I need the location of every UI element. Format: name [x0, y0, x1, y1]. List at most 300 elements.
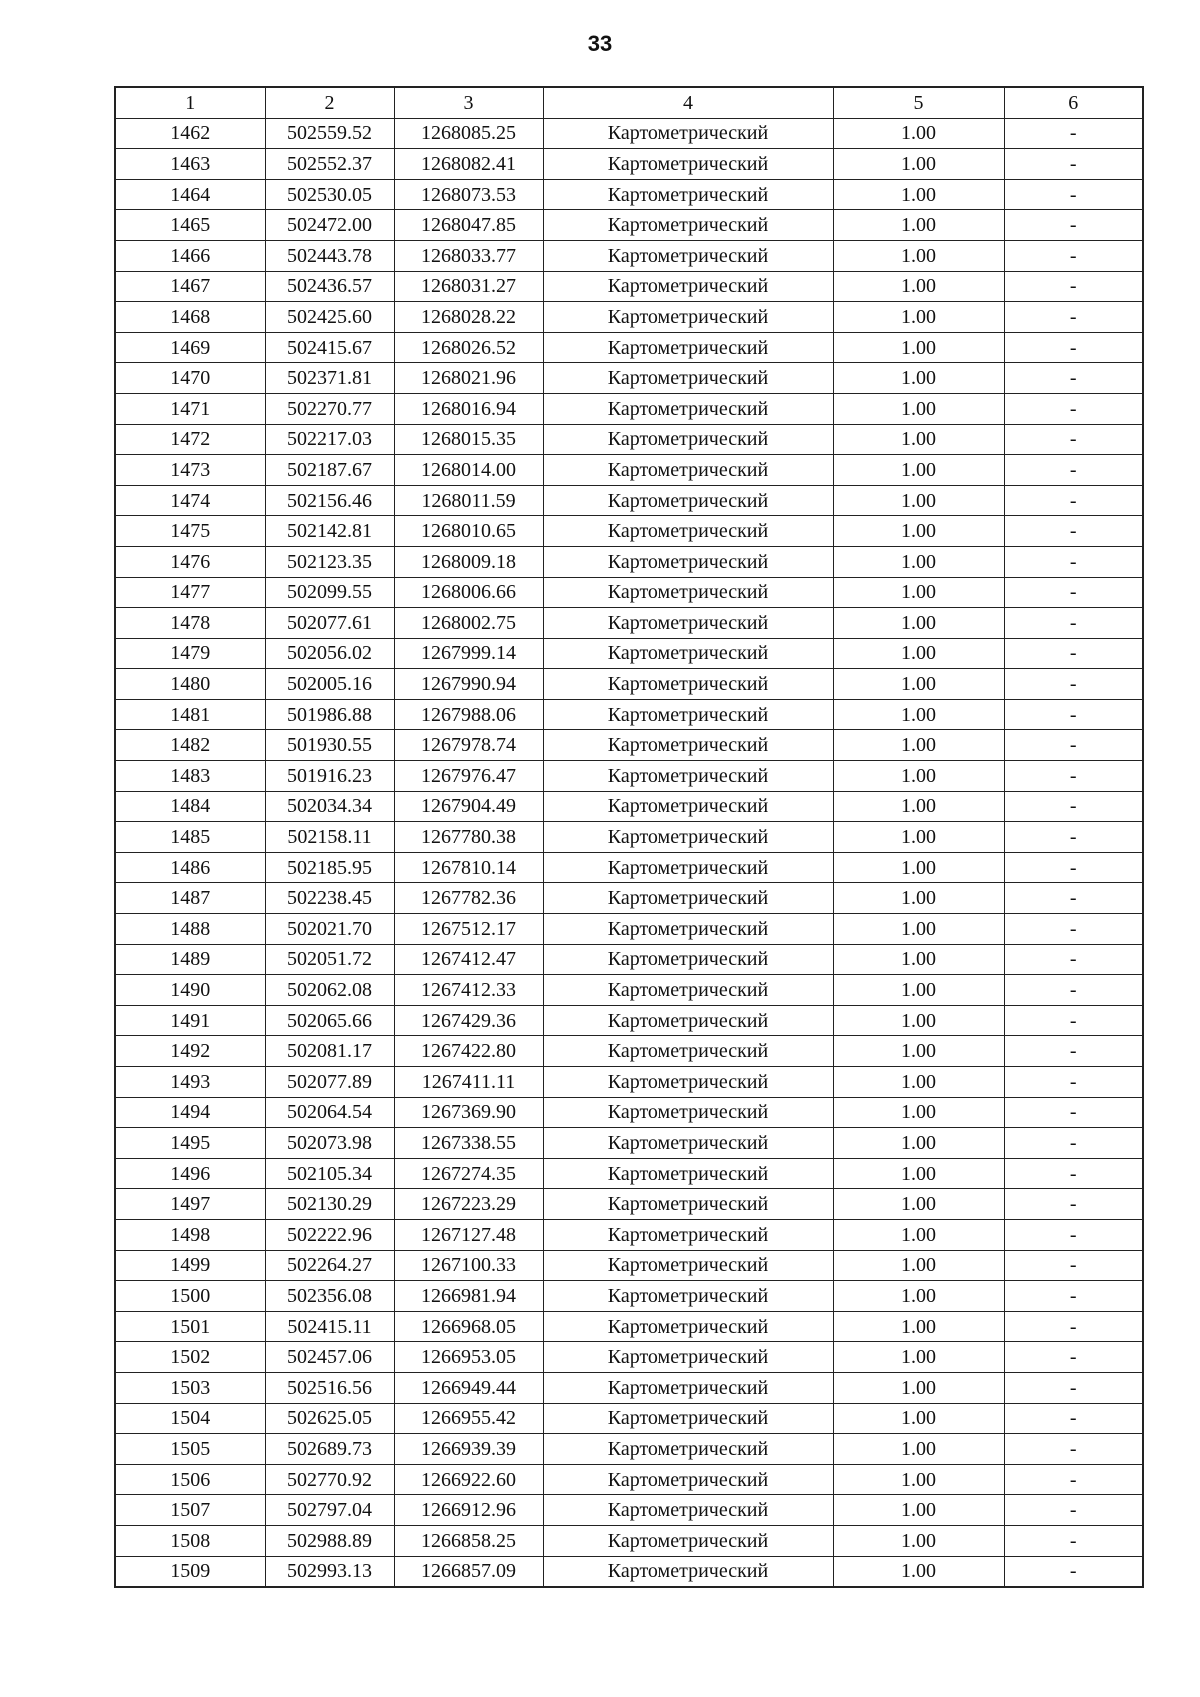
- accuracy-cell: 1.00: [833, 852, 1004, 883]
- method-cell: Картометрический: [543, 424, 833, 455]
- x-coordinate-cell: 502073.98: [265, 1128, 394, 1159]
- note-cell: -: [1004, 1434, 1143, 1465]
- y-coordinate-cell: 1268026.52: [394, 332, 543, 363]
- accuracy-cell: 1.00: [833, 1005, 1004, 1036]
- y-coordinate-cell: 1266912.96: [394, 1495, 543, 1526]
- x-coordinate-cell: 501916.23: [265, 761, 394, 792]
- point-number-cell: 1473: [115, 455, 265, 486]
- x-coordinate-cell: 502187.67: [265, 455, 394, 486]
- accuracy-cell: 1.00: [833, 1219, 1004, 1250]
- point-number-cell: 1481: [115, 699, 265, 730]
- y-coordinate-cell: 1268010.65: [394, 516, 543, 547]
- column-header-4: 4: [543, 87, 833, 118]
- table-row: [115, 516, 1143, 547]
- y-coordinate-cell: 1268033.77: [394, 240, 543, 271]
- note-cell: -: [1004, 669, 1143, 700]
- accuracy-cell: 1.00: [833, 516, 1004, 547]
- point-number-cell: 1499: [115, 1250, 265, 1281]
- point-number-cell: 1501: [115, 1311, 265, 1342]
- column-header-6: 6: [1004, 87, 1143, 118]
- note-cell: -: [1004, 883, 1143, 914]
- accuracy-cell: 1.00: [833, 332, 1004, 363]
- method-cell: Картометрический: [543, 271, 833, 302]
- x-coordinate-cell: 502270.77: [265, 393, 394, 424]
- x-coordinate-cell: 502081.17: [265, 1036, 394, 1067]
- x-coordinate-cell: 502770.92: [265, 1464, 394, 1495]
- note-cell: -: [1004, 1342, 1143, 1373]
- note-cell: -: [1004, 1403, 1143, 1434]
- x-coordinate-cell: 502443.78: [265, 240, 394, 271]
- y-coordinate-cell: 1268015.35: [394, 424, 543, 455]
- y-coordinate-cell: 1267369.90: [394, 1097, 543, 1128]
- y-coordinate-cell: 1267274.35: [394, 1158, 543, 1189]
- accuracy-cell: 1.00: [833, 577, 1004, 608]
- y-coordinate-cell: 1268016.94: [394, 393, 543, 424]
- method-cell: Картометрический: [543, 1434, 833, 1465]
- y-coordinate-cell: 1266922.60: [394, 1464, 543, 1495]
- x-coordinate-cell: 502516.56: [265, 1372, 394, 1403]
- point-number-cell: 1472: [115, 424, 265, 455]
- note-cell: -: [1004, 1158, 1143, 1189]
- note-cell: -: [1004, 1189, 1143, 1220]
- point-number-cell: 1491: [115, 1005, 265, 1036]
- table-row: [115, 822, 1143, 853]
- x-coordinate-cell: 502457.06: [265, 1342, 394, 1373]
- y-coordinate-cell: 1268082.41: [394, 149, 543, 180]
- method-cell: Картометрический: [543, 822, 833, 853]
- table-row: [115, 210, 1143, 241]
- y-coordinate-cell: 1268073.53: [394, 179, 543, 210]
- y-coordinate-cell: 1268028.22: [394, 302, 543, 333]
- point-number-cell: 1505: [115, 1434, 265, 1465]
- note-cell: -: [1004, 1525, 1143, 1556]
- y-coordinate-cell: 1267223.29: [394, 1189, 543, 1220]
- table-row: [115, 944, 1143, 975]
- method-cell: Картометрический: [543, 1097, 833, 1128]
- accuracy-cell: 1.00: [833, 1036, 1004, 1067]
- table-row: [115, 1556, 1143, 1587]
- x-coordinate-cell: 502238.45: [265, 883, 394, 914]
- method-cell: Картометрический: [543, 1005, 833, 1036]
- point-number-cell: 1463: [115, 149, 265, 180]
- x-coordinate-cell: 502530.05: [265, 179, 394, 210]
- table-row: [115, 546, 1143, 577]
- accuracy-cell: 1.00: [833, 1097, 1004, 1128]
- table-row: [115, 1372, 1143, 1403]
- accuracy-cell: 1.00: [833, 1250, 1004, 1281]
- method-cell: Картометрический: [543, 516, 833, 547]
- column-header-5: 5: [833, 87, 1004, 118]
- accuracy-cell: 1.00: [833, 699, 1004, 730]
- method-cell: Картометрический: [543, 669, 833, 700]
- note-cell: -: [1004, 852, 1143, 883]
- note-cell: -: [1004, 271, 1143, 302]
- method-cell: Картометрический: [543, 608, 833, 639]
- method-cell: Картометрический: [543, 1158, 833, 1189]
- y-coordinate-cell: 1266939.39: [394, 1434, 543, 1465]
- accuracy-cell: 1.00: [833, 393, 1004, 424]
- x-coordinate-cell: 502077.89: [265, 1067, 394, 1098]
- x-coordinate-cell: 502425.60: [265, 302, 394, 333]
- table-row: [115, 1158, 1143, 1189]
- note-cell: -: [1004, 822, 1143, 853]
- note-cell: -: [1004, 516, 1143, 547]
- method-cell: Картометрический: [543, 1403, 833, 1434]
- point-number-cell: 1507: [115, 1495, 265, 1526]
- accuracy-cell: 1.00: [833, 179, 1004, 210]
- y-coordinate-cell: 1268011.59: [394, 485, 543, 516]
- point-number-cell: 1468: [115, 302, 265, 333]
- accuracy-cell: 1.00: [833, 669, 1004, 700]
- note-cell: -: [1004, 485, 1143, 516]
- accuracy-cell: 1.00: [833, 149, 1004, 180]
- table-row: [115, 1128, 1143, 1159]
- x-coordinate-cell: 502158.11: [265, 822, 394, 853]
- table-row: [115, 363, 1143, 394]
- point-number-cell: 1462: [115, 118, 265, 149]
- x-coordinate-cell: 502130.29: [265, 1189, 394, 1220]
- note-cell: -: [1004, 1036, 1143, 1067]
- method-cell: Картометрический: [543, 975, 833, 1006]
- method-cell: Картометрический: [543, 577, 833, 608]
- y-coordinate-cell: 1267904.49: [394, 791, 543, 822]
- accuracy-cell: 1.00: [833, 1067, 1004, 1098]
- table-row: [115, 302, 1143, 333]
- point-number-cell: 1476: [115, 546, 265, 577]
- table-row: [115, 1342, 1143, 1373]
- y-coordinate-cell: 1267127.48: [394, 1219, 543, 1250]
- point-number-cell: 1506: [115, 1464, 265, 1495]
- accuracy-cell: 1.00: [833, 944, 1004, 975]
- accuracy-cell: 1.00: [833, 1403, 1004, 1434]
- y-coordinate-cell: 1268006.66: [394, 577, 543, 608]
- table-row: [115, 1005, 1143, 1036]
- accuracy-cell: 1.00: [833, 608, 1004, 639]
- table-row: [115, 914, 1143, 945]
- note-cell: -: [1004, 363, 1143, 394]
- table-row: [115, 1311, 1143, 1342]
- table-row: [115, 638, 1143, 669]
- note-cell: -: [1004, 149, 1143, 180]
- y-coordinate-cell: 1267412.33: [394, 975, 543, 1006]
- note-cell: -: [1004, 1464, 1143, 1495]
- table-row: [115, 1189, 1143, 1220]
- note-cell: -: [1004, 118, 1143, 149]
- method-cell: Картометрический: [543, 1219, 833, 1250]
- point-number-cell: 1485: [115, 822, 265, 853]
- accuracy-cell: 1.00: [833, 455, 1004, 486]
- accuracy-cell: 1.00: [833, 1311, 1004, 1342]
- point-number-cell: 1483: [115, 761, 265, 792]
- note-cell: -: [1004, 1219, 1143, 1250]
- point-number-cell: 1493: [115, 1067, 265, 1098]
- method-cell: Картометрический: [543, 1311, 833, 1342]
- y-coordinate-cell: 1266949.44: [394, 1372, 543, 1403]
- note-cell: -: [1004, 393, 1143, 424]
- method-cell: Картометрический: [543, 638, 833, 669]
- method-cell: Картометрический: [543, 485, 833, 516]
- table-row: [115, 118, 1143, 149]
- method-cell: Картометрический: [543, 118, 833, 149]
- x-coordinate-cell: 502552.37: [265, 149, 394, 180]
- method-cell: Картометрический: [543, 1372, 833, 1403]
- point-number-cell: 1478: [115, 608, 265, 639]
- y-coordinate-cell: 1267988.06: [394, 699, 543, 730]
- table-row: [115, 730, 1143, 761]
- x-coordinate-cell: 502472.00: [265, 210, 394, 241]
- note-cell: -: [1004, 699, 1143, 730]
- accuracy-cell: 1.00: [833, 302, 1004, 333]
- note-cell: -: [1004, 975, 1143, 1006]
- note-cell: -: [1004, 914, 1143, 945]
- note-cell: -: [1004, 1311, 1143, 1342]
- x-coordinate-cell: 502993.13: [265, 1556, 394, 1587]
- method-cell: Картометрический: [543, 1342, 833, 1373]
- note-cell: -: [1004, 455, 1143, 486]
- point-number-cell: 1477: [115, 577, 265, 608]
- table-row: [115, 1036, 1143, 1067]
- x-coordinate-cell: 502005.16: [265, 669, 394, 700]
- y-coordinate-cell: 1267429.36: [394, 1005, 543, 1036]
- table-row: [115, 1403, 1143, 1434]
- accuracy-cell: 1.00: [833, 1128, 1004, 1159]
- table-row: [115, 1219, 1143, 1250]
- note-cell: -: [1004, 1372, 1143, 1403]
- table-row: [115, 1495, 1143, 1526]
- note-cell: -: [1004, 1005, 1143, 1036]
- note-cell: -: [1004, 638, 1143, 669]
- y-coordinate-cell: 1266858.25: [394, 1525, 543, 1556]
- point-number-cell: 1471: [115, 393, 265, 424]
- point-number-cell: 1509: [115, 1556, 265, 1587]
- y-coordinate-cell: 1266953.05: [394, 1342, 543, 1373]
- accuracy-cell: 1.00: [833, 210, 1004, 241]
- table-row: [115, 393, 1143, 424]
- table-row: [115, 791, 1143, 822]
- note-cell: -: [1004, 179, 1143, 210]
- point-number-cell: 1497: [115, 1189, 265, 1220]
- point-number-cell: 1504: [115, 1403, 265, 1434]
- x-coordinate-cell: 502105.34: [265, 1158, 394, 1189]
- x-coordinate-cell: 502064.54: [265, 1097, 394, 1128]
- accuracy-cell: 1.00: [833, 363, 1004, 394]
- accuracy-cell: 1.00: [833, 1464, 1004, 1495]
- y-coordinate-cell: 1267782.36: [394, 883, 543, 914]
- point-number-cell: 1508: [115, 1525, 265, 1556]
- x-coordinate-cell: 501930.55: [265, 730, 394, 761]
- note-cell: -: [1004, 424, 1143, 455]
- accuracy-cell: 1.00: [833, 1556, 1004, 1587]
- note-cell: -: [1004, 1128, 1143, 1159]
- x-coordinate-cell: 502077.61: [265, 608, 394, 639]
- method-cell: Картометрический: [543, 944, 833, 975]
- y-coordinate-cell: 1267412.47: [394, 944, 543, 975]
- x-coordinate-cell: 502034.34: [265, 791, 394, 822]
- x-coordinate-cell: 502062.08: [265, 975, 394, 1006]
- table-row: [115, 852, 1143, 883]
- method-cell: Картометрический: [543, 1281, 833, 1312]
- method-cell: Картометрический: [543, 302, 833, 333]
- method-cell: Картометрический: [543, 699, 833, 730]
- method-cell: Картометрический: [543, 1128, 833, 1159]
- note-cell: -: [1004, 1250, 1143, 1281]
- accuracy-cell: 1.00: [833, 1281, 1004, 1312]
- x-coordinate-cell: 502142.81: [265, 516, 394, 547]
- column-header-3: 3: [394, 87, 543, 118]
- y-coordinate-cell: 1268021.96: [394, 363, 543, 394]
- y-coordinate-cell: 1268047.85: [394, 210, 543, 241]
- note-cell: -: [1004, 302, 1143, 333]
- method-cell: Картометрический: [543, 546, 833, 577]
- y-coordinate-cell: 1267100.33: [394, 1250, 543, 1281]
- x-coordinate-cell: 502356.08: [265, 1281, 394, 1312]
- note-cell: -: [1004, 730, 1143, 761]
- accuracy-cell: 1.00: [833, 1495, 1004, 1526]
- table-body: [115, 118, 1143, 1587]
- table-row: [115, 761, 1143, 792]
- table-row: [115, 1525, 1143, 1556]
- y-coordinate-cell: 1268085.25: [394, 118, 543, 149]
- x-coordinate-cell: 502185.95: [265, 852, 394, 883]
- x-coordinate-cell: 502051.72: [265, 944, 394, 975]
- method-cell: Картометрический: [543, 730, 833, 761]
- accuracy-cell: 1.00: [833, 118, 1004, 149]
- table-row: [115, 577, 1143, 608]
- accuracy-cell: 1.00: [833, 975, 1004, 1006]
- x-coordinate-cell: 502217.03: [265, 424, 394, 455]
- note-cell: -: [1004, 1281, 1143, 1312]
- note-cell: -: [1004, 608, 1143, 639]
- method-cell: Картометрический: [543, 883, 833, 914]
- y-coordinate-cell: 1267999.14: [394, 638, 543, 669]
- x-coordinate-cell: 502099.55: [265, 577, 394, 608]
- point-number-cell: 1498: [115, 1219, 265, 1250]
- column-header-2: 2: [265, 87, 394, 118]
- note-cell: -: [1004, 240, 1143, 271]
- note-cell: -: [1004, 332, 1143, 363]
- table-row: [115, 1464, 1143, 1495]
- method-cell: Картометрический: [543, 1464, 833, 1495]
- point-number-cell: 1469: [115, 332, 265, 363]
- x-coordinate-cell: 502689.73: [265, 1434, 394, 1465]
- x-coordinate-cell: 502156.46: [265, 485, 394, 516]
- table-row: [115, 332, 1143, 363]
- point-number-cell: 1500: [115, 1281, 265, 1312]
- accuracy-cell: 1.00: [833, 1189, 1004, 1220]
- x-coordinate-cell: 502065.66: [265, 1005, 394, 1036]
- x-coordinate-cell: 502415.11: [265, 1311, 394, 1342]
- accuracy-cell: 1.00: [833, 424, 1004, 455]
- method-cell: Картометрический: [543, 179, 833, 210]
- method-cell: Картометрический: [543, 1250, 833, 1281]
- method-cell: Картометрический: [543, 791, 833, 822]
- note-cell: -: [1004, 1556, 1143, 1587]
- table-row: [115, 1097, 1143, 1128]
- method-cell: Картометрический: [543, 1067, 833, 1098]
- note-cell: -: [1004, 210, 1143, 241]
- accuracy-cell: 1.00: [833, 485, 1004, 516]
- point-number-cell: 1490: [115, 975, 265, 1006]
- x-coordinate-cell: 502415.67: [265, 332, 394, 363]
- note-cell: -: [1004, 546, 1143, 577]
- note-cell: -: [1004, 944, 1143, 975]
- point-number-cell: 1495: [115, 1128, 265, 1159]
- table-row: [115, 699, 1143, 730]
- method-cell: Картометрический: [543, 1036, 833, 1067]
- method-cell: Картометрический: [543, 1189, 833, 1220]
- y-coordinate-cell: 1267411.11: [394, 1067, 543, 1098]
- x-coordinate-cell: 502123.35: [265, 546, 394, 577]
- note-cell: -: [1004, 1097, 1143, 1128]
- accuracy-cell: 1.00: [833, 638, 1004, 669]
- table-row: [115, 179, 1143, 210]
- accuracy-cell: 1.00: [833, 761, 1004, 792]
- point-number-cell: 1480: [115, 669, 265, 700]
- point-number-cell: 1502: [115, 1342, 265, 1373]
- table-row: [115, 608, 1143, 639]
- note-cell: -: [1004, 761, 1143, 792]
- table-row: [115, 1250, 1143, 1281]
- method-cell: Картометрический: [543, 761, 833, 792]
- accuracy-cell: 1.00: [833, 1525, 1004, 1556]
- accuracy-cell: 1.00: [833, 1158, 1004, 1189]
- point-number-cell: 1482: [115, 730, 265, 761]
- accuracy-cell: 1.00: [833, 1372, 1004, 1403]
- y-coordinate-cell: 1267976.47: [394, 761, 543, 792]
- method-cell: Картометрический: [543, 363, 833, 394]
- column-header-1: 1: [115, 87, 265, 118]
- point-number-cell: 1487: [115, 883, 265, 914]
- table-row: [115, 1067, 1143, 1098]
- table-row: [115, 975, 1143, 1006]
- point-number-cell: 1488: [115, 914, 265, 945]
- accuracy-cell: 1.00: [833, 730, 1004, 761]
- point-number-cell: 1466: [115, 240, 265, 271]
- x-coordinate-cell: 502264.27: [265, 1250, 394, 1281]
- note-cell: -: [1004, 1067, 1143, 1098]
- table-row: [115, 1434, 1143, 1465]
- note-cell: -: [1004, 791, 1143, 822]
- y-coordinate-cell: 1266857.09: [394, 1556, 543, 1587]
- y-coordinate-cell: 1268009.18: [394, 546, 543, 577]
- x-coordinate-cell: 502021.70: [265, 914, 394, 945]
- point-number-cell: 1489: [115, 944, 265, 975]
- method-cell: Картометрический: [543, 852, 833, 883]
- method-cell: Картометрический: [543, 1495, 833, 1526]
- accuracy-cell: 1.00: [833, 240, 1004, 271]
- table-row: [115, 883, 1143, 914]
- point-number-cell: 1484: [115, 791, 265, 822]
- y-coordinate-cell: 1267512.17: [394, 914, 543, 945]
- point-number-cell: 1486: [115, 852, 265, 883]
- point-number-cell: 1465: [115, 210, 265, 241]
- x-coordinate-cell: 502625.05: [265, 1403, 394, 1434]
- method-cell: Картометрический: [543, 149, 833, 180]
- point-number-cell: 1464: [115, 179, 265, 210]
- note-cell: -: [1004, 577, 1143, 608]
- point-number-cell: 1474: [115, 485, 265, 516]
- coordinates-table: [114, 86, 1144, 1588]
- y-coordinate-cell: 1267338.55: [394, 1128, 543, 1159]
- point-number-cell: 1503: [115, 1372, 265, 1403]
- method-cell: Картометрический: [543, 1556, 833, 1587]
- method-cell: Картометрический: [543, 914, 833, 945]
- table-row: [115, 240, 1143, 271]
- x-coordinate-cell: 501986.88: [265, 699, 394, 730]
- table-row: [115, 271, 1143, 302]
- accuracy-cell: 1.00: [833, 822, 1004, 853]
- y-coordinate-cell: 1266981.94: [394, 1281, 543, 1312]
